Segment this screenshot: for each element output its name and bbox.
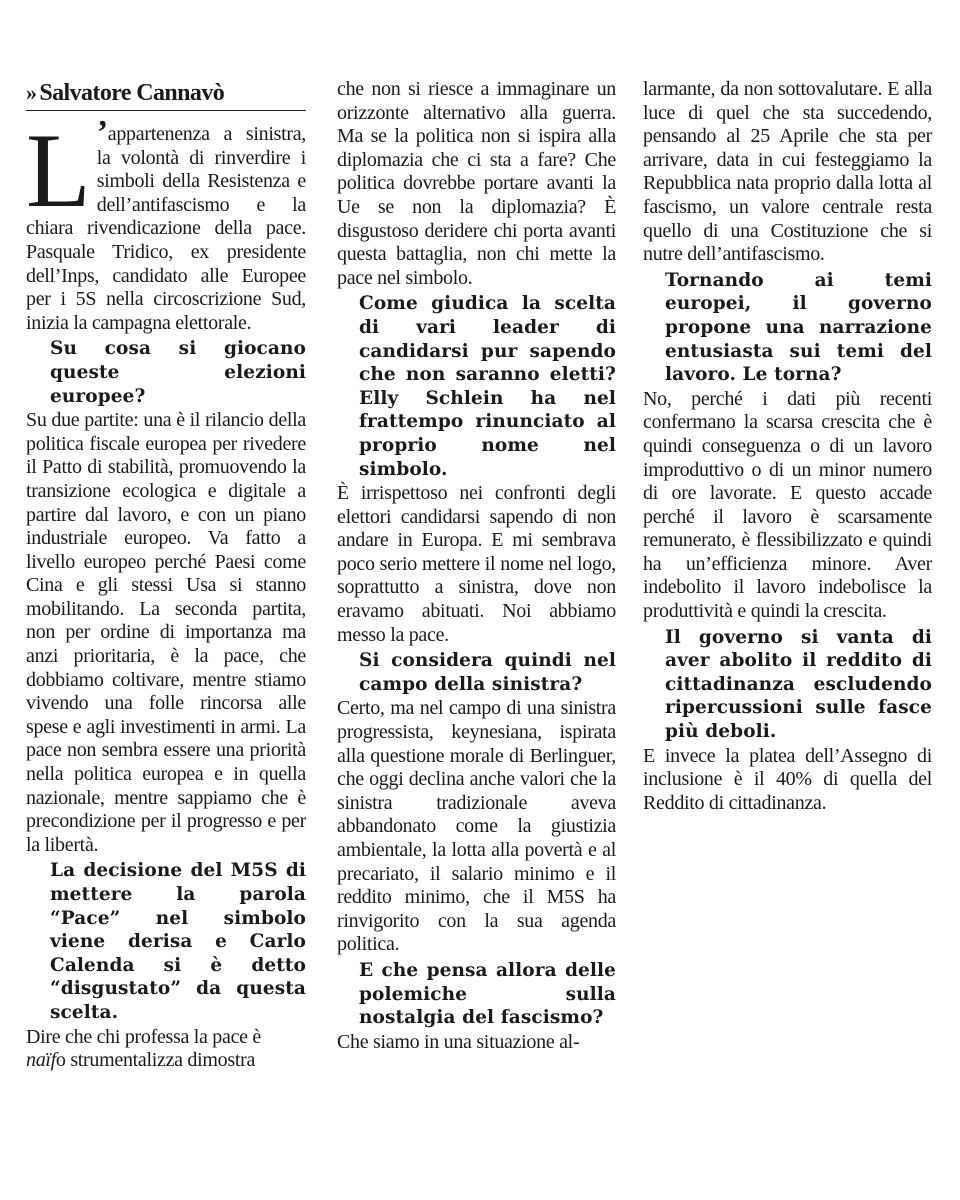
answer-2-text: Dire che chi professa la pace è [26,1025,262,1048]
answer-2-start [26,1026,306,1073]
answer-7: E invece la platea dell’Assegno di inclusione è il 40% di quella del Reddito di cittadinanza. [643,744,932,814]
answer-2-italic: naïf [26,1049,56,1072]
answer-1: Su due partite: una è il rilancio della politica fiscale europea per rivedere il Patto di stabilità, promuovendo la transizione ecologica e digitale a partire dal lavoro, e con un piano industriale europeo. Va fatto a livello europeo perché Paesi come Cina e gli stessi Usa si stanno mobilitando. La seconda partita, non per ordine di importanza ma anzi prioritaria, è la pace, che dobbiamo coltivare, mentre stiamo vivendo una folle rincorsa alle spese e agli investimenti in armi. La pace non sembra essere una priorità nella politica europea e in quella nazionale, mentre sappiamo che è precondizione per il progresso e per la libertà. [26,409,306,856]
column-1 [26,78,306,1073]
drop-cap-apostrophe: ’ [96,114,108,151]
byline [26,78,306,111]
question-1: Su cosa si giocano queste elezioni europee? [50,338,306,407]
intro-text: appartenenza a sinistra, la volontà di rinverdire i simboli della Resistenza e dell’antifascismo e la chiara rivendicazione della pace. Pasquale Tridico, ex presidente dell’Inps, candidato alle Europee per i 5S nella circoscrizione Sud, inizia la campagna elettorale. [26,123,306,334]
author-name: Salvatore Cannavò [39,80,225,106]
answer-5-continued: larmante, da non sottovalutare. E alla luce di quel che sta succedendo, pensando al 25 Aprile che sta per arrivare, data in cui festeggiamo la Repubblica nata proprio dalla lotta al fascismo, un valore centrale resta quello di una Costituzione che si nutre dell’antifascismo. [643,78,932,266]
byline-chevrons-icon: » [26,80,37,105]
question-2: La decisione del M5S di mettere la parola “Pace” nel simbolo viene derisa e Carlo Calenda si è detto “disgustato” da questa scelta. [50,860,306,1023]
question-5: E che pensa allora delle polemiche sulla nostalgia del fascismo? [359,959,616,1029]
answer-6: No, perché i dati più recenti confermano la scarsa crescita che è quindi conseguenza o di un lavoro improduttivo o di un minor numero di ore lavorate. E questo accade perché il lavoro è scarsamente remunerato, è flessibilizzato e quindi ha un’efficienza minore. Aver indebolito il lavoro indebolisce la produttività e quindi la crescita. [643,387,932,623]
answer-3: È irrispettoso nei confronti degli elettori candidarsi sapendo di non andare in Europa. E mi sembrava poco serio mettere il nome nel logo, soprattutto a sinistra, dove non eravamo abituati. Noi abbiamo messo la pace. [337,482,616,646]
question-3: Come giudica la scelta di vari leader di candidarsi pur sapendo che non saranno eletti? Elly Schlein ha nel frattempo rinunciato al proprio nome nel simbolo. [359,293,616,480]
answer-5-start: Che siamo in una situazione al- [337,1030,580,1053]
column-3 [643,78,932,815]
drop-cap: L [26,112,91,229]
question-7: Il governo si vanta di aver abolito il reddito di cittadinanza escludendo ripercussioni sulle fasce più deboli. [665,626,932,743]
answer-4: Certo, ma nel campo di una sinistra progressista, keynesiana, ispirata alla questione morale di Berlinguer, che oggi declina anche valori che la sinistra tradizionale aveva abbandonato come la giustizia ambientale, la lotta alla povertà e al precariato, il salario minimo e il reddito minimo, che il M5S ha rinvigorito con la sua agenda politica. [337,697,616,956]
question-4: Si considera quindi nel campo della sinistra? [359,650,616,695]
question-6: Tornando ai temi europei, il governo propone una narrazione entusiasta sui temi del lavoro. Le torna? [665,269,932,386]
article-intro [26,112,306,335]
column-2 [337,78,616,1054]
answer-2-continued: che non si riesce a immaginare un orizzonte alternativo alla guerra. Ma se la politica non si ispira alla diplomazia che ci sta a fare? Che politica dovrebbe portare avanti la Ue se non la diplomazia? È disgustoso deridere chi porta avanti questa battaglia, non chi mette la pace nel simbolo. [337,78,616,289]
answer-2-end: o strumentalizza dimostra [55,1049,256,1072]
